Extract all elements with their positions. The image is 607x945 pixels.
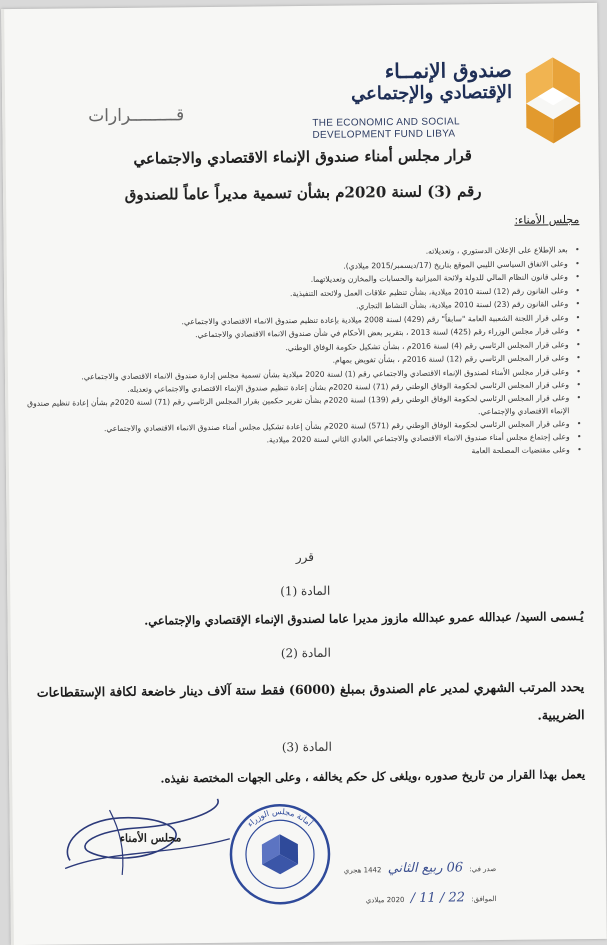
article-3-text: يعمل بهذا القرار من تاريخ صدوره ،ويلغى كل حكم يخالفه ، وعلى الجهات المختصة نفيذه.	[160, 767, 586, 786]
org-name-ar-line1: صندوق الإنمــاء	[384, 57, 512, 84]
issued-label: صدر في:	[469, 865, 497, 874]
preamble-item: • وعلى قرار المجلس الرئاسي لحكومة الوفاق الوطني رقم (71) لسنة 2020م بشأن إعادة تنظيم صندوق الإنماء الاقتصادي والاجتماعي وتعديله.	[9, 378, 569, 397]
date-block	[344, 856, 497, 918]
preamble-item: • وعلى قرار المجلس الرئاسي لحكومة الوفاق الوطني رقم (571) لسنة 2020م بشأن إعادة تشكيل مجلس أمناء صندوق الانماء الاقتصادي والاجتماعي.	[9, 417, 569, 436]
article-2-heading: المادة (2)	[280, 645, 331, 661]
corresponding-date-value: 22 / 11 /	[410, 890, 466, 906]
svg-text:أمانة مجلس الوزراء	[245, 807, 314, 829]
preamble-item: • وعلى قرار المجلس الرئاسي رقم (12) لسنة 2016م ، بشأن تفويض بمهام.	[9, 351, 569, 370]
decision-title-line2: رقم (3) لسنة 2020م بشأن تسمية مديراً عاماً للصندوق	[124, 182, 482, 204]
org-name-english	[312, 116, 512, 142]
org-name-en-line2: DEVELOPMENT FUND LIBYA	[312, 128, 456, 141]
gregorian-suffix: 2020 ميلادي	[365, 895, 405, 905]
preamble-item: • وعلى إجتماع مجلس أمناء صندوق الانماء الاقتصادي والاجتماعي العادي الثاني لسنة 2020 ميلادية.	[10, 430, 570, 449]
seal-text: أمانة مجلس الوزراء	[245, 807, 314, 829]
fund-logo-icon	[522, 55, 585, 146]
issued-date-row	[344, 856, 497, 888]
article-2-text: يحدد المرتب الشهري لمدير عام الصندوق بمبلغ (6000) فقط ستة آلاف دينار خاضعة لكافة الإستقطاعات الضريبية.	[36, 679, 585, 723]
preamble-item: • وعلى قرار مجلس الأمناء لصندوق الإنماء الاقتصادي والاجتماعي رقم (1) لسنة 2020 ميلادية بشأن تسمية مجلس إدارة صندوق الانماء الاقتصادي والاجتماعي.	[9, 365, 569, 384]
article-1-heading: المادة (1)	[280, 583, 331, 599]
decisions-label: قـــــــــرارات	[88, 105, 185, 127]
council-heading: مجلس الأمناء:	[514, 213, 580, 227]
org-name-ar-line2: الإقتصادي والإجتماعي	[350, 81, 513, 105]
org-name-en-line1: THE ECONOMIC AND SOCIAL	[312, 116, 460, 129]
preamble-list	[8, 243, 584, 462]
preamble-item: • وعلى قرار المجلس الرئاسي رقم (4) لسنة 2016م ، بشأن تشكيل حكومة الوفاق الوطني.	[9, 338, 569, 357]
preamble-item: • وعلى قرار المجلس الرئاسي لحكومة الوفاق الوطني رقم (139) لسنة 2020م بشأن تقرير حكمين بقرار المجلس الرئاسي رقم (71) لسنة 2020م بشأن إعادة تنظيم صندوق الإنماء الاقتصادي والإجتماعي.	[9, 391, 569, 423]
preamble-item: • وعلى قرار اللجنة الشعبية العامة "سابقاً" رقم (429) لسنة 2008 ميلادية بإعادة تنظيم صندوق الانماء الاقتصادي والاجتماعي.	[8, 311, 568, 330]
signature-label: مجلس الأمناء	[119, 831, 182, 845]
preamble-item: • وعلى الاتفاق السياسي الليبي الموقع بتاريخ (17/ديسمبر/2015 ميلادي).	[8, 257, 568, 276]
preamble-item: • وعلى مقتضيات المصلحة العامة	[10, 443, 570, 462]
article-3-heading: المادة (3)	[281, 739, 332, 755]
official-seal	[227, 802, 332, 907]
corresponding-date-row	[344, 886, 497, 918]
issued-date-value: 06 ربيع الثاني	[387, 860, 464, 877]
preamble-item: • وعلى قانون النظام المالي للدولة ولائحة الميزانية والحسابات والمخازن وتعديلاتهما.	[8, 270, 568, 289]
paper-edge	[1, 9, 14, 945]
org-name-arabic	[282, 58, 512, 106]
corresponding-label: الموافق:	[471, 895, 497, 904]
hijri-suffix: 1442 هجري	[343, 866, 382, 875]
preamble-item: • وعلى قرار مجلس الوزراء رقم (425) لسنة 2013 ، بتقرير بعض الأحكام في شأن صندوق الانماء الاقتصادي والاجتماعي.	[8, 324, 568, 343]
preamble-item: • بعد الإطلاع على الإعلان الدستوري ، وتعديلاته.	[8, 243, 568, 262]
document-page	[1, 3, 607, 945]
preamble-item: • وعلى القانون رقم (12) لسنة 2010 ميلادية، بشأن تنظيم علاقات العمل ولائحته التنفيذية.	[8, 284, 568, 303]
preamble-item: • وعلى القانون رقم (23) لسنة 2010 ميلادية، بشأن النشاط التجاري.	[8, 297, 568, 316]
decided-heading: قرر	[295, 549, 315, 565]
decision-title-line1: قرار مجلس أمناء صندوق الإنماء الاقتصادي والاجتماعي	[133, 146, 472, 168]
article-1-text: يُـسمى السيد/ عبدالله عمرو عبدالله مازوز مديرا عاما لصندوق الإنماء الإقتصادي والإجتماعي.	[144, 609, 584, 628]
